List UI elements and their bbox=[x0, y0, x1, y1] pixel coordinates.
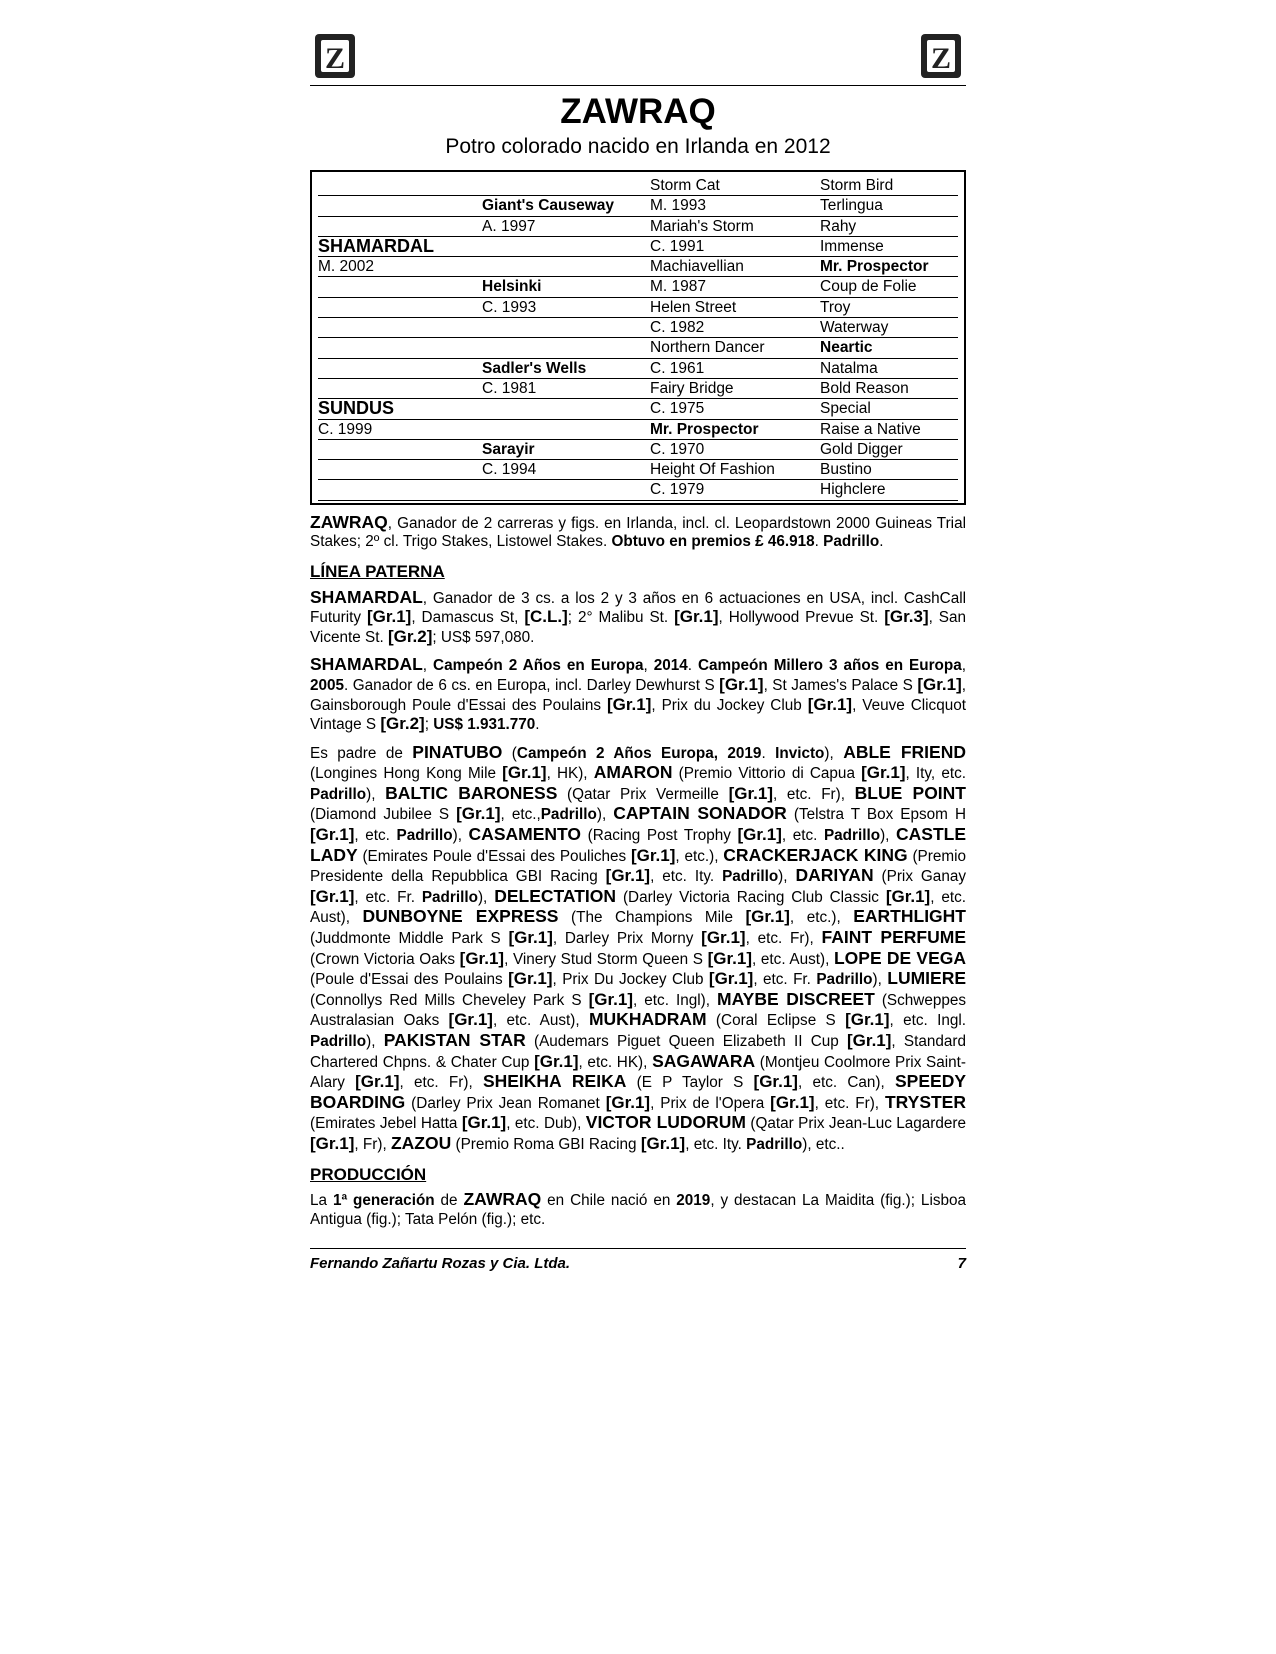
logo-letter: Z bbox=[930, 42, 952, 75]
text-run: . bbox=[761, 744, 776, 762]
pedigree-row bbox=[318, 237, 958, 257]
horse-name: MUKHADRAM bbox=[588, 1009, 707, 1030]
pedigree-cell-c2 bbox=[482, 176, 650, 195]
grade-badge: [Gr.3] bbox=[884, 607, 929, 627]
text-run: La bbox=[310, 1192, 333, 1210]
grade-badge: [Gr.1] bbox=[588, 989, 633, 1009]
grade-badge: [Gr.1] bbox=[605, 866, 651, 886]
grade-badge: [Gr.1] bbox=[508, 969, 553, 989]
horse-name: SAGAWARA bbox=[652, 1050, 756, 1071]
section-heading-paternal: LÍNEA PATERNA bbox=[310, 561, 445, 581]
pedigree-cell-c3: Height Of Fashion bbox=[650, 461, 775, 479]
zanartu-logo-icon bbox=[313, 32, 357, 80]
bold-text: Campeón 2 Años Europa, 2019 bbox=[516, 744, 762, 762]
text-run: , HK), bbox=[546, 765, 594, 783]
pedigree-row bbox=[318, 480, 958, 500]
horse-name: SHAMARDAL bbox=[310, 586, 423, 607]
horse-name: DUNBOYNE EXPRESS bbox=[362, 906, 559, 927]
text-run: , Gainsborough Poule d'Essai des Poulains bbox=[310, 676, 966, 714]
text-run: (E P Taylor S bbox=[626, 1074, 754, 1092]
intro-paragraph bbox=[310, 513, 966, 552]
text-run: (Schweppes Australasian Oaks bbox=[310, 991, 967, 1030]
pedigree-cell-c2 bbox=[482, 318, 650, 337]
pedigree-cell-c4: Storm Bird bbox=[820, 177, 894, 194]
pedigree-cell-c3: Mariah's Storm bbox=[650, 217, 754, 235]
bold-text: Obtuvo en premios £ 46.918 bbox=[611, 533, 815, 551]
pedigree-cell-c1: SUNDUS bbox=[318, 398, 395, 419]
bold-text: 2019 bbox=[676, 1192, 711, 1210]
text-run: , etc. Ingl. bbox=[889, 1012, 966, 1030]
pedigree-row bbox=[318, 217, 958, 237]
text-run: ), bbox=[880, 827, 896, 845]
pedigree-row bbox=[318, 338, 958, 358]
text-run: , Prix du Jockey Club bbox=[651, 696, 808, 714]
grade-badge: [Gr.1] bbox=[630, 845, 676, 865]
pedigree-cell-c3: M. 1987 bbox=[650, 278, 707, 296]
text-run: , etc. Aust), bbox=[752, 950, 834, 968]
pedigree-cell-c4: Terlingua bbox=[820, 197, 883, 215]
text-run: , etc. bbox=[354, 827, 397, 845]
pedigree-cell-c2 bbox=[482, 480, 650, 499]
horse-name: SHEIKHA REIKA bbox=[482, 1071, 627, 1092]
text-run: (Connollys Red Mills Cheveley Park S bbox=[310, 991, 589, 1009]
paternal-paragraph bbox=[310, 743, 966, 1155]
paternal-line-section bbox=[310, 588, 966, 1155]
text-run: . bbox=[535, 716, 540, 734]
bold-text: 1ª generación bbox=[332, 1192, 435, 1210]
grade-badge: [Gr.1] bbox=[737, 825, 782, 845]
footer-page-number: 7 bbox=[957, 1255, 966, 1272]
text-run: , etc., bbox=[500, 806, 541, 824]
text-run: , Fr), bbox=[354, 1135, 391, 1153]
pedigree-cell-c1: M. 2002 bbox=[318, 258, 375, 276]
pedigree-row bbox=[318, 379, 958, 399]
horse-name: CASAMENTO bbox=[468, 824, 582, 845]
pedigree-cell-c4: Coup de Folie bbox=[820, 278, 917, 296]
bold-text: US$ 1.931.770 bbox=[433, 716, 536, 734]
pedigree-cell-c1 bbox=[318, 338, 482, 357]
pedigree-cell-c2 bbox=[482, 257, 650, 276]
text-run: (Darley Prix Jean Romanet bbox=[405, 1094, 606, 1112]
pedigree-row bbox=[318, 399, 958, 419]
text-run: (The Champions Mile bbox=[558, 909, 746, 927]
pedigree-cell-c1 bbox=[318, 176, 482, 195]
pedigree-cell-c1: SHAMARDAL bbox=[318, 235, 434, 256]
pedigree-cell-c2: Helsinki bbox=[482, 278, 542, 296]
pedigree-cell-c1 bbox=[318, 379, 482, 398]
pedigree-cell-c2 bbox=[482, 420, 650, 439]
grade-badge: [Gr.1] bbox=[917, 674, 962, 694]
text-run: , etc. HK), bbox=[578, 1053, 653, 1071]
text-run: (Diamond Jubilee S bbox=[310, 806, 457, 824]
text-run: , Prix de l'Opera bbox=[650, 1094, 771, 1112]
bold-text: Padrillo bbox=[310, 785, 367, 803]
text-run: , Damascus St, bbox=[411, 609, 525, 627]
text-run: , etc. Dub), bbox=[506, 1115, 586, 1133]
text-run: , y destacan La Maidita (fig.); Lisboa Antigua (fig.); Tata Pelón (fig.); etc. bbox=[310, 1192, 967, 1228]
pedigree-cell-c3: Machiavellian bbox=[650, 258, 744, 276]
pedigree-cell-c1 bbox=[318, 359, 482, 378]
horse-name: ZAWRAQ bbox=[310, 511, 388, 532]
bold-text: Padrillo bbox=[421, 888, 478, 906]
grade-badge: [Gr.1] bbox=[310, 1133, 355, 1153]
pedigree-cell-c1 bbox=[318, 318, 482, 337]
pedigree-cell-c3: C. 1979 bbox=[650, 481, 705, 499]
text-run: , etc. Fr), bbox=[399, 1074, 483, 1092]
text-run: , etc. Fr), bbox=[745, 930, 822, 948]
text-run: , etc. Ity. bbox=[650, 868, 723, 886]
grade-badge: [Gr.1] bbox=[847, 1031, 892, 1050]
text-run: , etc. Ity. bbox=[685, 1135, 747, 1153]
text-run: (Poule d'Essai des Poulains bbox=[310, 971, 509, 989]
text-run: , Prix Du Jockey Club bbox=[552, 971, 709, 989]
grade-badge: [Gr.1] bbox=[885, 886, 931, 906]
pedigree-cell-c4: Raise a Native bbox=[820, 420, 921, 438]
bold-text: Padrillo bbox=[816, 971, 873, 989]
pedigree-cell-c1 bbox=[318, 196, 482, 215]
text-run: ), bbox=[824, 744, 844, 762]
grade-badge: [Gr.1] bbox=[728, 783, 773, 803]
pedigree-cell-c3: Helen Street bbox=[650, 298, 737, 316]
text-run: , Ganador de 2 carreras y figs. en Irlanda, incl. cl. Leopardstown 2000 Guineas Trial Stakes; 2º cl. Trigo Stakes, Listowel Stakes. bbox=[310, 514, 966, 551]
pedigree-cell-c4: Rahy bbox=[820, 217, 857, 235]
text-run: , bbox=[422, 657, 434, 675]
text-run: (Audemars Piguet Queen Elizabeth II Cup bbox=[525, 1033, 848, 1050]
text-run: (Premio Vittorio di Capua bbox=[672, 765, 862, 783]
text-run: (Montjeu Coolmore Prix Saint-Alary bbox=[310, 1053, 966, 1092]
text-run: , etc. Aust), bbox=[492, 1012, 589, 1030]
pedigree-cell-c2: A. 1997 bbox=[482, 217, 536, 235]
zanartu-logo-icon bbox=[919, 32, 963, 80]
bold-text: Padrillo bbox=[746, 1135, 803, 1153]
horse-name: SPEEDY BOARDING bbox=[310, 1071, 966, 1112]
text-run: de bbox=[434, 1192, 464, 1210]
bold-text: Padrillo bbox=[722, 868, 779, 886]
pedigree-cell-c2: C. 1993 bbox=[482, 298, 537, 316]
horse-name: FAINT PERFUME bbox=[821, 927, 966, 948]
pedigree-cell-c4: Gold Digger bbox=[820, 440, 903, 458]
pedigree-cell-c3: Fairy Bridge bbox=[650, 379, 734, 397]
pedigree-row bbox=[318, 176, 958, 196]
grade-badge: [Gr.1] bbox=[861, 763, 906, 783]
text-run: (Telstra T Box Epsom H bbox=[786, 806, 966, 824]
text-run: (Juddmonte Middle Park S bbox=[310, 930, 509, 948]
pedigree-cell-c1 bbox=[318, 298, 482, 317]
paternal-paragraph bbox=[310, 588, 966, 648]
grade-badge: [Gr.1] bbox=[707, 948, 753, 968]
grade-badge: [Gr.1] bbox=[461, 1113, 507, 1133]
pedigree-cell-c4: Mr. Prospector bbox=[820, 258, 929, 276]
text-run: , etc. bbox=[781, 827, 824, 845]
pedigree-row bbox=[318, 298, 958, 318]
logo-letter: Z bbox=[324, 42, 346, 75]
document-page bbox=[310, 30, 966, 1229]
horse-name: CASTLE LADY bbox=[310, 824, 966, 865]
grade-badge: [Gr.1] bbox=[310, 825, 355, 845]
pedigree-cell-c4: Bold Reason bbox=[820, 379, 909, 397]
bold-text: Campeón 2 Años en Europa bbox=[433, 657, 644, 675]
text-run: , Standard Chartered Chpns. & Chater Cup bbox=[310, 1033, 966, 1071]
horse-name: PINATUBO bbox=[412, 741, 503, 762]
horse-name: PAKISTAN STAR bbox=[383, 1030, 526, 1050]
pedigree-cell-c3: C. 1970 bbox=[650, 440, 705, 458]
pedigree-cell-c1 bbox=[318, 460, 482, 479]
text-run: , Hollywood Prevue St. bbox=[718, 609, 885, 627]
pedigree-cell-c2 bbox=[482, 338, 650, 357]
horse-name: CAPTAIN SONADOR bbox=[613, 803, 787, 824]
text-run: (Longines Hong Kong Mile bbox=[310, 765, 503, 783]
text-run: (Emirates Jebel Hatta bbox=[310, 1115, 462, 1133]
text-run: ), bbox=[778, 868, 796, 886]
horse-name: DARIYAN bbox=[795, 865, 874, 886]
text-run: (Qatar Prix Vermeille bbox=[557, 785, 729, 803]
horse-name: MAYBE DISCREET bbox=[717, 988, 875, 1009]
pedigree-cell-c2: C. 1981 bbox=[482, 379, 537, 397]
text-run: . bbox=[879, 533, 884, 551]
horse-name: BALTIC BARONESS bbox=[385, 782, 558, 803]
pedigree-cell-c2 bbox=[482, 399, 650, 418]
grade-badge: [Gr.1] bbox=[448, 1010, 493, 1030]
pedigree-cell-c3: C. 1961 bbox=[650, 359, 705, 377]
bold-text: Invicto bbox=[775, 744, 825, 762]
pedigree-row bbox=[318, 318, 958, 338]
production-paragraph bbox=[310, 1190, 966, 1229]
pedigree-cell-c1: C. 1999 bbox=[318, 420, 373, 438]
text-run: ), bbox=[596, 806, 614, 824]
pedigree-cell-c3: C. 1991 bbox=[650, 237, 705, 255]
text-run: (Premio Roma GBI Racing bbox=[451, 1135, 641, 1153]
horse-name: CRACKERJACK KING bbox=[723, 844, 908, 865]
text-run: ), bbox=[366, 1033, 384, 1050]
text-run: ), bbox=[452, 827, 469, 845]
pedigree-table bbox=[310, 170, 966, 505]
grade-badge: [Gr.1] bbox=[674, 607, 719, 627]
bold-text: Campeón Millero 3 años en Europa bbox=[698, 657, 962, 675]
text-run: (Prix Ganay bbox=[873, 868, 966, 886]
pedigree-cell-c4: Troy bbox=[820, 298, 851, 316]
grade-badge: [Gr.1] bbox=[607, 694, 652, 714]
pedigree-cell-c1 bbox=[318, 480, 482, 499]
text-run: , etc. Aust), bbox=[310, 888, 967, 927]
text-run: , etc.), bbox=[789, 909, 854, 927]
text-run: , Vinery Stud Storm Queen S bbox=[504, 950, 708, 968]
page-footer bbox=[310, 1248, 966, 1272]
horse-name: ZAWRAQ bbox=[463, 1189, 542, 1210]
horse-name: AMARON bbox=[593, 762, 673, 783]
pedigree-cell-c2: Giant's Causeway bbox=[482, 197, 615, 215]
grade-badge: [Gr.1] bbox=[456, 804, 501, 824]
text-run: . bbox=[687, 657, 698, 675]
pedigree-row bbox=[318, 420, 958, 440]
horse-name: BLUE POINT bbox=[854, 782, 966, 803]
pedigree-row bbox=[318, 277, 958, 297]
grade-badge: [Gr.1] bbox=[366, 607, 412, 627]
text-run: , etc. Fr. bbox=[753, 971, 817, 989]
page-header bbox=[310, 30, 966, 86]
grade-badge: [Gr.1] bbox=[355, 1072, 400, 1092]
text-run: , San Vicente St. bbox=[310, 609, 967, 646]
horse-name: DELECTATION bbox=[494, 885, 617, 906]
grade-badge: [Gr.1] bbox=[502, 763, 547, 783]
text-run: Es padre de bbox=[310, 744, 413, 762]
text-run: (Qatar Prix Jean-Luc Lagardere bbox=[746, 1115, 967, 1133]
pedigree-cell-c3: M. 1993 bbox=[650, 197, 707, 215]
text-run: . Ganador de 6 cs. en Europa, incl. Darley Dewhurst S bbox=[344, 676, 720, 694]
pedigree-row bbox=[318, 359, 958, 379]
pedigree-cell-c2: Sadler's Wells bbox=[482, 359, 587, 377]
pedigree-cell-c4: Natalma bbox=[820, 359, 878, 377]
pedigree-cell-c4: Bustino bbox=[820, 461, 872, 479]
text-run: ; US$ 597,080. bbox=[432, 628, 535, 646]
pedigree-cell-c4: Highclere bbox=[820, 481, 886, 499]
grade-badge: [Gr.1] bbox=[807, 694, 853, 714]
grade-badge: [Gr.2] bbox=[387, 626, 433, 646]
text-run: ), bbox=[477, 888, 495, 906]
bold-text: 2014 bbox=[653, 657, 688, 675]
text-run: , etc. Fr), bbox=[773, 785, 855, 803]
horse-name: VICTOR LUDORUM bbox=[585, 1112, 747, 1133]
grade-badge: [Gr.1] bbox=[708, 969, 754, 989]
pedigree-cell-c3: Mr. Prospector bbox=[650, 420, 759, 438]
grade-badge: [Gr.2] bbox=[380, 714, 425, 734]
text-run: (Premio Presidente della Repubblica GBI Racing bbox=[310, 847, 967, 886]
paternal-paragraph bbox=[310, 655, 966, 734]
pedigree-cell-c3: C. 1975 bbox=[650, 400, 705, 418]
bold-text: Padrillo bbox=[540, 806, 597, 824]
bold-text: Padrillo bbox=[823, 533, 880, 551]
text-run: (Racing Post Trophy bbox=[581, 827, 738, 845]
text-run: , etc. Can), bbox=[797, 1074, 895, 1092]
text-run: ; bbox=[424, 716, 434, 734]
text-run: , etc. Ingl), bbox=[633, 991, 718, 1009]
horse-name-title: ZAWRAQ bbox=[560, 92, 716, 131]
grade-badge: [Gr.1] bbox=[701, 928, 746, 948]
pedigree-cell-c1 bbox=[318, 217, 482, 236]
text-run: , etc.), bbox=[675, 847, 724, 865]
pedigree-cell-c4: Neartic bbox=[820, 339, 873, 357]
pedigree-row bbox=[318, 257, 958, 277]
grade-badge: [Gr.1] bbox=[845, 1010, 890, 1030]
pedigree-cell-c3: C. 1982 bbox=[650, 319, 705, 337]
document-body bbox=[310, 513, 966, 1230]
horse-name: TRYSTER bbox=[884, 1091, 966, 1112]
grade-badge: [Gr.1] bbox=[534, 1051, 579, 1071]
horse-name: EARTHLIGHT bbox=[853, 906, 967, 927]
grade-badge: [Gr.1] bbox=[745, 907, 790, 927]
bold-text: Padrillo bbox=[396, 827, 453, 845]
horse-subtitle: Potro colorado nacido en Irlanda en 2012 bbox=[445, 135, 831, 158]
pedigree-cell-c2: Sarayir bbox=[482, 440, 535, 458]
pedigree-cell-c3: Storm Cat bbox=[650, 177, 720, 194]
text-run: , Darley Prix Morny bbox=[552, 930, 702, 948]
pedigree-cell-c4: Immense bbox=[820, 237, 884, 255]
text-run: ), bbox=[366, 785, 386, 803]
grade-badge: [Gr.1] bbox=[605, 1092, 651, 1112]
grade-badge: [Gr.1] bbox=[719, 674, 764, 694]
pedigree-cell-c4: Special bbox=[820, 400, 871, 418]
bold-text: Padrillo bbox=[310, 1033, 367, 1050]
text-run: ; 2° Malibu St. bbox=[567, 609, 675, 627]
pedigree-cell-c1 bbox=[318, 277, 482, 296]
horse-name: LUMIERE bbox=[887, 968, 966, 989]
bold-text: Padrillo bbox=[823, 827, 881, 845]
text-run: (Coral Eclipse S bbox=[706, 1012, 846, 1030]
grade-badge: [Gr.1] bbox=[770, 1092, 815, 1112]
pedigree-cell-c1 bbox=[318, 440, 482, 459]
horse-name: ZAZOU bbox=[390, 1132, 452, 1153]
grade-badge: [C.L.] bbox=[524, 607, 568, 627]
horse-name: LOPE DE VEGA bbox=[833, 947, 967, 968]
text-run: , etc. Fr), bbox=[814, 1094, 885, 1112]
text-run: , bbox=[961, 657, 966, 675]
text-run: , Veuve Clicquot Vintage S bbox=[310, 696, 966, 734]
pedigree-cell-c2: C. 1994 bbox=[482, 461, 537, 479]
text-run: , Ity, etc. bbox=[905, 765, 966, 783]
pedigree-cell-c4: Waterway bbox=[820, 319, 889, 337]
grade-badge: [Gr.1] bbox=[640, 1133, 686, 1153]
pedigree-cell-c2 bbox=[482, 237, 650, 256]
grade-badge: [Gr.1] bbox=[459, 948, 505, 968]
text-run: (Darley Victoria Racing Club Classic bbox=[616, 888, 886, 906]
text-run: , Ganador de 3 cs. a los 2 y 3 años en 6 actuaciones en USA, incl. CashCall Futurity bbox=[310, 589, 966, 627]
grade-badge: [Gr.1] bbox=[753, 1072, 798, 1092]
text-run: (Crown Victoria Oaks bbox=[310, 950, 460, 968]
bold-text: 2005 bbox=[310, 676, 345, 694]
horse-name: SHAMARDAL bbox=[310, 654, 423, 675]
text-run: ( bbox=[502, 744, 517, 762]
pedigree-row bbox=[318, 196, 958, 216]
pedigree-row bbox=[318, 460, 958, 480]
grade-badge: [Gr.1] bbox=[508, 928, 553, 948]
text-run: ), bbox=[872, 971, 888, 989]
pedigree-cell-c3: Northern Dancer bbox=[650, 339, 765, 357]
text-run: en Chile nació en bbox=[541, 1192, 677, 1210]
text-run: ), etc.. bbox=[802, 1135, 845, 1153]
horse-name: ABLE FRIEND bbox=[843, 741, 966, 762]
footer-company: Fernando Zañartu Rozas y Cia. Ltda. bbox=[310, 1255, 571, 1272]
section-heading-production: PRODUCCIÓN bbox=[310, 1164, 427, 1184]
text-run: , bbox=[643, 657, 654, 675]
text-run: , St James's Palace S bbox=[763, 676, 918, 694]
text-run: , etc. Fr. bbox=[354, 888, 422, 906]
text-run: . bbox=[814, 533, 824, 551]
text-run: (Emirates Poule d'Essai des Pouliches bbox=[357, 847, 631, 865]
grade-badge: [Gr.1] bbox=[310, 886, 355, 906]
pedigree-row bbox=[318, 440, 958, 460]
